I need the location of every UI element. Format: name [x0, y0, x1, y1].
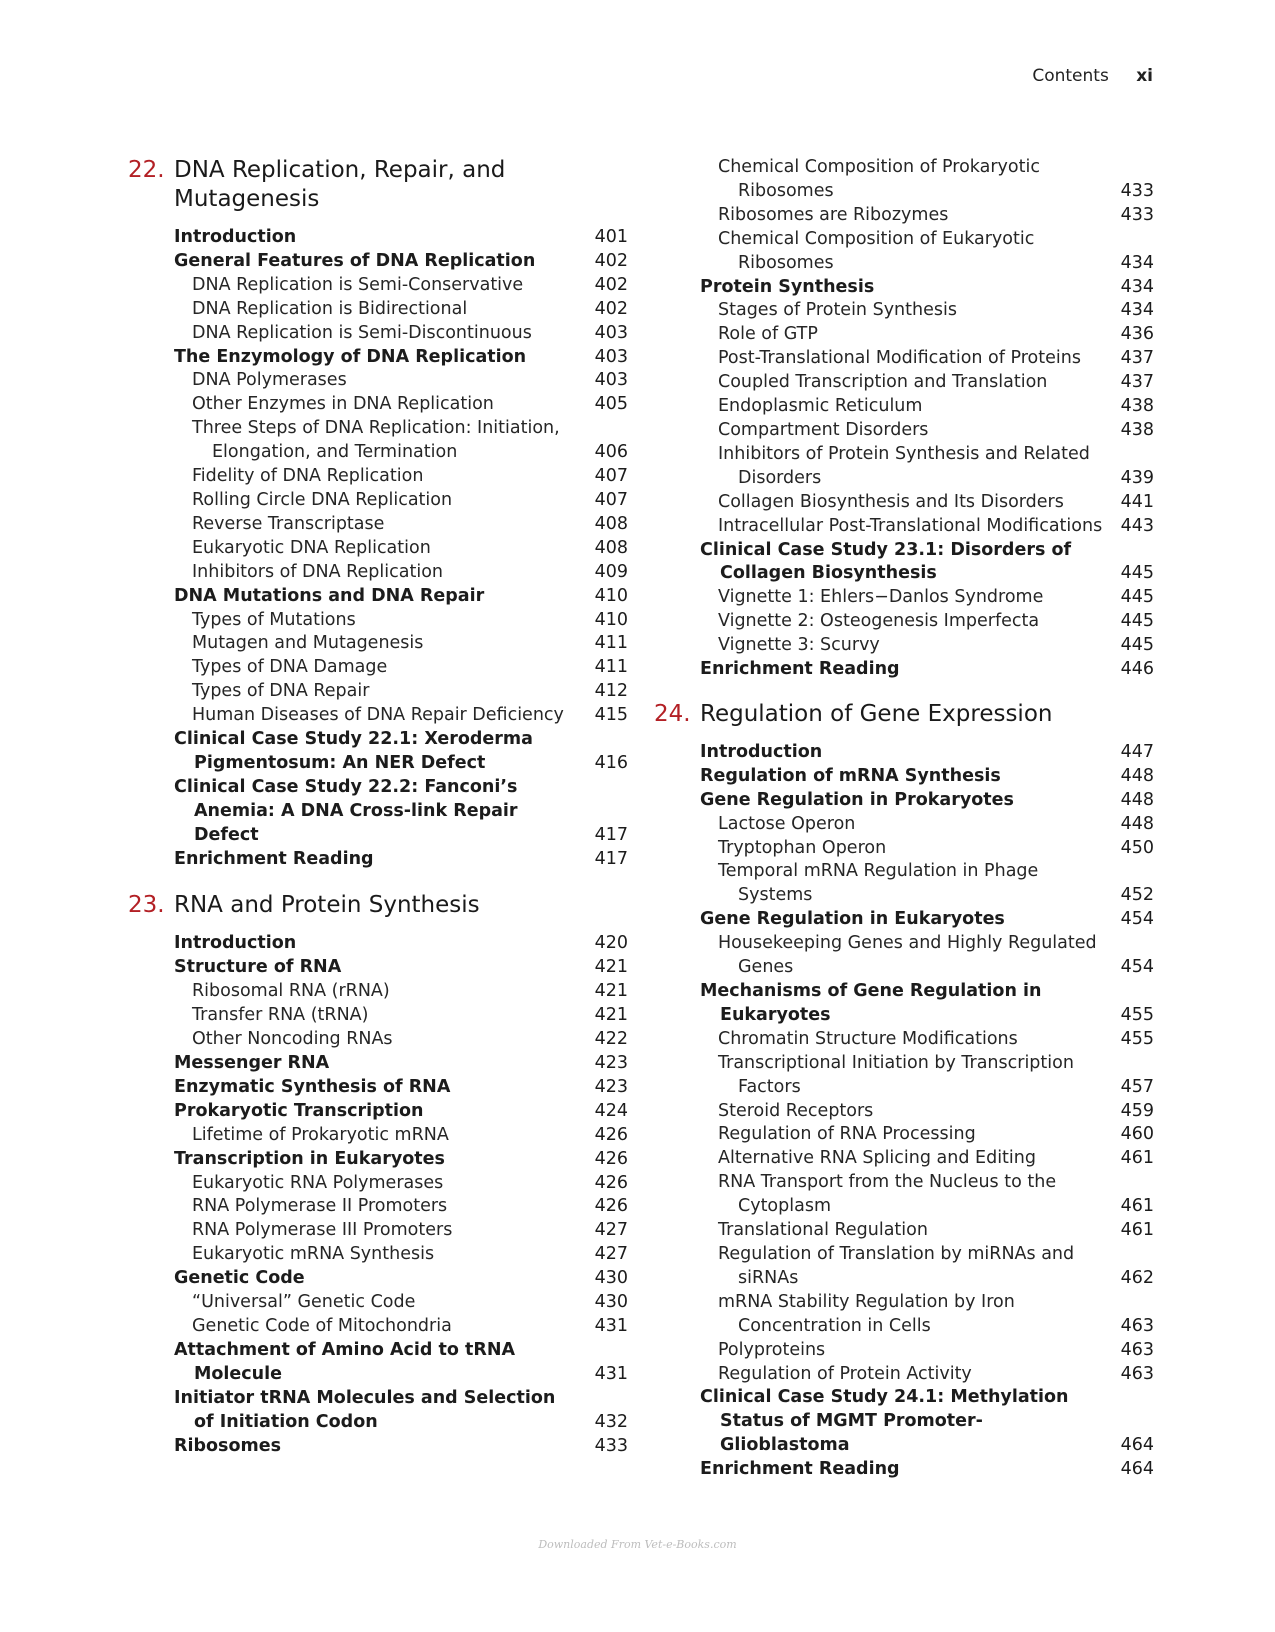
chapter-heading	[128, 156, 628, 214]
toc-entry-title: Inhibitors of Protein Synthesis and Related Disorders	[718, 443, 1090, 488]
toc-column-left	[128, 156, 628, 1478]
toc-entry-title: Transcriptional Initiation by Transcription Factors	[718, 1052, 1074, 1097]
chapter-title: DNA Replication, Repair, and Mutagenesis	[174, 157, 506, 212]
toc-entry-page: 434	[1120, 300, 1154, 321]
toc-subsection-entry	[700, 1028, 1154, 1052]
toc-entry-page: 417	[594, 824, 628, 845]
toc-entry-title: Clinical Case Study 23.1: Disorders of Collagen Biosynthesis	[700, 539, 1072, 584]
toc-section-entry	[174, 1435, 628, 1459]
toc-subsection-entry	[700, 443, 1154, 491]
toc-section-entry	[174, 1339, 628, 1387]
chapter-title: Regulation of Gene Expression	[700, 700, 1053, 727]
watermark: Downloaded From Vet-e-Books.com	[538, 1538, 737, 1551]
toc-entry-title: DNA Mutations and DNA Repair	[174, 585, 485, 606]
toc-entry-title: RNA Polymerase III Promoters	[192, 1220, 453, 1241]
toc-entry-page: 421	[594, 981, 628, 1002]
toc-subsection-entry	[174, 322, 628, 346]
toc-entry-page: 412	[594, 681, 628, 702]
toc-entry-page: 407	[594, 466, 628, 487]
toc-entry-title: DNA Polymerases	[192, 370, 347, 391]
toc-entry-page: 448	[1120, 789, 1154, 810]
toc-entry-page: 426	[594, 1124, 628, 1145]
toc-subsection-entry	[174, 1219, 628, 1243]
toc-entry-page: 430	[594, 1268, 628, 1289]
toc-subsection-entry	[700, 586, 1154, 610]
toc-entry-title: Coupled Transcription and Translation	[718, 372, 1048, 393]
toc-entry-title: Messenger RNA	[174, 1053, 330, 1073]
toc-entry-title: Collagen Biosynthesis and Its Disorders	[718, 491, 1064, 512]
toc-section-entry	[174, 226, 628, 250]
toc-subsection-entry	[700, 228, 1154, 276]
toc-entry-page: 427	[594, 1244, 628, 1265]
chapter-number: 23.	[128, 892, 165, 919]
toc-entry-title: Introduction	[174, 227, 297, 247]
toc-subsection-entry	[174, 656, 628, 680]
toc-entry-page: 402	[594, 298, 628, 319]
toc-entry-page: 431	[594, 1363, 628, 1384]
chapter-entries	[174, 932, 628, 1458]
toc-entry-title: DNA Replication is Semi-Conservative	[192, 274, 524, 295]
toc-entry-page: 445	[1120, 635, 1154, 656]
toc-entry-page: 424	[594, 1100, 628, 1121]
toc-entry-page: 403	[594, 322, 628, 343]
toc-entry-page: 445	[1120, 587, 1154, 608]
toc-entry-page: 454	[1120, 909, 1154, 930]
toc-subsection-entry	[700, 634, 1154, 658]
toc-section-entry	[700, 765, 1154, 789]
toc-entry-page: 463	[1120, 1339, 1154, 1360]
toc-subsection-entry	[700, 1363, 1154, 1387]
toc-entry-page: 430	[594, 1292, 628, 1313]
toc-entry-page: 421	[594, 1005, 628, 1026]
toc-entry-title: Rolling Circle DNA Replication	[192, 489, 453, 510]
toc-subsection-entry	[174, 632, 628, 656]
toc-entry-title: General Features of DNA Replication	[174, 250, 536, 271]
toc-subsection-entry	[174, 1243, 628, 1267]
toc-entry-title: Endoplasmic Reticulum	[718, 396, 923, 417]
toc-entry-title: Polyproteins	[718, 1339, 826, 1360]
toc-entry-title: Initiator tRNA Molecules and Selection of Initiation Codon	[174, 1387, 556, 1432]
toc-entry-title: Clinical Case Study 22.2: Fanconi’s Anemia: A DNA Cross-link Repair Defect	[174, 776, 518, 845]
toc-entry-title: Steroid Receptors	[718, 1100, 874, 1121]
toc-entry-title: Ribosomes are Ribozymes	[718, 204, 949, 225]
toc-section-entry	[174, 1076, 628, 1100]
toc-entry-title: Tryptophan Operon	[718, 837, 887, 858]
toc-entry-title: Housekeeping Genes and Highly Regulated Genes	[718, 933, 1097, 978]
toc-subsection-entry	[700, 1219, 1154, 1243]
toc-subsection-entry	[700, 932, 1154, 980]
toc-entry-title: Regulation of Protein Activity	[718, 1363, 972, 1384]
toc-column-right	[654, 156, 1154, 1502]
toc-entry-page: 402	[594, 250, 628, 271]
toc-subsection-entry	[700, 515, 1154, 539]
toc-entry-title: RNA Transport from the Nucleus to the Cytoplasm	[718, 1172, 1057, 1217]
toc-subsection-entry	[700, 395, 1154, 419]
toc-entry-title: Intracellular Post-Translational Modifications	[718, 515, 1103, 536]
toc-entry-title: Vignette 3: Scurvy	[718, 635, 880, 656]
toc-section-entry	[700, 741, 1154, 765]
toc-subsection-entry	[700, 837, 1154, 861]
running-head-label: Contents	[1032, 66, 1109, 86]
toc-subsection-entry	[174, 489, 628, 513]
toc-entry-title: Ribosomal RNA (rRNA)	[192, 981, 390, 1002]
toc-entry-title: Other Enzymes in DNA Replication	[192, 394, 494, 415]
toc-entry-title: Eukaryotic mRNA Synthesis	[192, 1244, 435, 1265]
toc-entry-page: 431	[594, 1315, 628, 1336]
toc-entry-page: 409	[594, 561, 628, 582]
toc-entry-page: 408	[594, 537, 628, 558]
toc-section-entry	[174, 956, 628, 980]
toc-entry-page: 448	[1120, 813, 1154, 834]
toc-entry-page: 423	[594, 1076, 628, 1097]
toc-entry-page: 421	[594, 957, 628, 978]
toc-section-entry	[174, 1148, 628, 1172]
toc-subsection-entry	[174, 1004, 628, 1028]
toc-entry-title: Human Diseases of DNA Repair Deficiency	[192, 705, 564, 726]
toc-entry-title: Translational Regulation	[718, 1220, 928, 1241]
toc-entry-title: “Universal” Genetic Code	[192, 1292, 416, 1313]
toc-section-entry	[174, 848, 628, 872]
toc-subsection-entry	[174, 465, 628, 489]
toc-subsection-entry	[174, 298, 628, 322]
toc-entry-title: Fidelity of DNA Replication	[192, 466, 424, 487]
toc-section-entry	[700, 658, 1154, 682]
toc-subsection-entry	[700, 1243, 1154, 1291]
toc-entry-page: 406	[594, 442, 628, 463]
toc-entry-title: Post-Translational Modification of Proteins	[718, 348, 1081, 369]
toc-entry-title: Chemical Composition of Eukaryotic Ribosomes	[718, 228, 1035, 273]
toc-entry-page: 417	[594, 848, 628, 869]
toc-entry-title: Types of Mutations	[192, 609, 356, 630]
toc-entry-title: Role of GTP	[718, 324, 818, 345]
toc-subsection-entry	[700, 813, 1154, 837]
chapter-number: 24.	[654, 700, 691, 727]
toc-entry-title: Introduction	[174, 933, 297, 954]
toc-entry-title: Compartment Disorders	[718, 419, 929, 440]
toc-entry-page: 462	[1120, 1267, 1154, 1288]
toc-entry-title: The Enzymology of DNA Replication	[174, 346, 527, 367]
toc-entry-page: 410	[594, 609, 628, 630]
chapter-entries	[700, 741, 1154, 1482]
toc-entry-page: 463	[1120, 1315, 1154, 1336]
toc-entry-page: 448	[1120, 765, 1154, 786]
toc-subsection-entry	[700, 610, 1154, 634]
toc-section-entry	[174, 1100, 628, 1124]
toc-section-entry	[174, 776, 628, 848]
toc-entry-title: Chromatin Structure Modifications	[718, 1028, 1018, 1049]
toc-subsection-entry	[700, 419, 1154, 443]
toc-entry-title: Attachment of Amino Acid to tRNA Molecule	[174, 1339, 516, 1384]
toc-subsection-entry	[700, 323, 1154, 347]
toc-entry-page: 432	[594, 1411, 628, 1432]
toc-entry-page: 438	[1120, 419, 1154, 440]
toc-entry-title: mRNA Stability Regulation by Iron Concentration in Cells	[718, 1291, 1015, 1336]
toc-entry-page: 408	[594, 513, 628, 534]
toc-entry-page: 410	[594, 585, 628, 606]
toc-section-entry	[174, 1052, 628, 1076]
toc-entry-title: Reverse Transcriptase	[192, 513, 385, 534]
toc-entry-page: 454	[1120, 957, 1154, 978]
toc-entry-title: Chemical Composition of Prokaryotic Ribosomes	[718, 157, 1040, 201]
toc-entry-page: 433	[1120, 180, 1154, 201]
toc-subsection-entry	[700, 156, 1154, 204]
toc-entry-page: 441	[1120, 491, 1154, 512]
toc-entry-page: 407	[594, 489, 628, 510]
toc-subsection-entry	[174, 369, 628, 393]
toc-entry-title: Protein Synthesis	[700, 276, 875, 297]
running-head	[1032, 66, 1153, 86]
toc-subsection-entry	[174, 274, 628, 298]
toc-entry-page: 401	[594, 227, 628, 247]
toc-entry-title: Ribosomes	[174, 1435, 281, 1456]
toc-entry-page: 434	[1120, 276, 1154, 297]
toc-entry-title: Temporal mRNA Regulation in Phage Systems	[718, 861, 1039, 906]
toc-section-entry	[174, 728, 628, 776]
toc-chapter	[128, 891, 628, 1458]
toc-subsection-entry	[174, 980, 628, 1004]
toc-entry-title: Genetic Code of Mitochondria	[192, 1315, 452, 1336]
toc-section-entry	[700, 539, 1154, 587]
toc-subsection-entry	[700, 860, 1154, 908]
toc-entry-page: 403	[594, 346, 628, 367]
chapter-entries	[174, 226, 628, 871]
toc-entry-page: 438	[1120, 396, 1154, 417]
toc-entry-page: 457	[1120, 1076, 1154, 1097]
toc-entry-title: Vignette 2: Osteogenesis Imperfecta	[718, 611, 1040, 632]
toc-subsection-entry	[174, 513, 628, 537]
toc-entry-page: 461	[1120, 1220, 1154, 1241]
toc-entry-title: Gene Regulation in Eukaryotes	[700, 909, 1005, 930]
toc-entry-title: Lifetime of Prokaryotic mRNA	[192, 1124, 449, 1145]
toc-entry-page: 411	[594, 657, 628, 678]
toc-subsection-entry	[700, 1147, 1154, 1171]
chapter-title: RNA and Protein Synthesis	[174, 892, 480, 919]
toc-section-entry	[700, 276, 1154, 300]
toc-section-entry	[700, 1458, 1154, 1482]
toc-entry-page: 461	[1120, 1196, 1154, 1217]
toc-entry-title: Enzymatic Synthesis of RNA	[174, 1076, 451, 1097]
toc-subsection-entry	[700, 371, 1154, 395]
toc-entry-page: 450	[1120, 837, 1154, 858]
toc-entry-title: Clinical Case Study 22.1: Xeroderma Pigmentosum: An NER Defect	[174, 729, 533, 773]
toc-entry-page: 434	[1120, 252, 1154, 273]
toc-entry-page: 405	[594, 394, 628, 415]
toc-entry-title: Three Steps of DNA Replication: Initiation, Elongation, and Termination	[192, 418, 560, 463]
toc-subsection-entry	[174, 1172, 628, 1196]
toc-entry-page: 436	[1120, 324, 1154, 345]
toc-entry-title: Prokaryotic Transcription	[174, 1100, 424, 1121]
toc-entry-page: 420	[594, 933, 628, 954]
toc-chapter	[654, 700, 1154, 1482]
toc-entry-page: 426	[594, 1148, 628, 1169]
chapter-heading	[128, 891, 628, 920]
toc-subsection-entry	[700, 347, 1154, 371]
toc-section-entry	[174, 1267, 628, 1291]
toc-section-entry	[700, 908, 1154, 932]
toc-entry-page: 446	[1120, 659, 1154, 680]
toc-subsection-entry	[174, 609, 628, 633]
toc-section-entry	[174, 1387, 628, 1435]
toc-entry-page: 447	[1120, 741, 1154, 762]
toc-subsection-entry	[700, 1100, 1154, 1124]
chapter-heading	[654, 700, 1154, 729]
toc-right-chapters	[654, 700, 1154, 1482]
toc-subsection-entry	[174, 561, 628, 585]
toc-entry-page: 426	[594, 1172, 628, 1193]
toc-subsection-entry	[700, 204, 1154, 228]
toc-entry-title: Mutagen and Mutagenesis	[192, 633, 424, 654]
toc-entry-page: 416	[594, 752, 628, 773]
toc-subsection-entry	[174, 537, 628, 561]
toc-section-entry	[700, 789, 1154, 813]
toc-entry-title: Enrichment Reading	[700, 659, 900, 680]
page-number: xi	[1136, 66, 1153, 86]
toc-subsection-entry	[174, 1124, 628, 1148]
toc-entry-page: 463	[1120, 1363, 1154, 1384]
toc-entry-title: Types of DNA Damage	[192, 657, 388, 678]
toc-subsection-entry	[700, 299, 1154, 323]
toc-entry-title: Transcription in Eukaryotes	[174, 1148, 445, 1169]
toc-entry-page: 422	[594, 1029, 628, 1050]
toc-entry-page: 445	[1120, 563, 1154, 584]
toc-entry-title: Eukaryotic RNA Polymerases	[192, 1172, 444, 1193]
toc-entry-page: 437	[1120, 348, 1154, 369]
toc-entry-title: Stages of Protein Synthesis	[718, 300, 957, 321]
toc-entry-title: DNA Replication is Semi-Discontinuous	[192, 322, 532, 343]
toc-entry-title: Other Noncoding RNAs	[192, 1029, 393, 1050]
toc-entry-page: 439	[1120, 467, 1154, 488]
toc-entry-page: 411	[594, 633, 628, 654]
toc-chapter	[128, 156, 628, 871]
toc-entry-page: 423	[594, 1053, 628, 1073]
toc-subsection-entry	[174, 417, 628, 465]
toc-subsection-entry	[700, 1339, 1154, 1363]
chapter-number: 22.	[128, 157, 165, 183]
toc-entry-page: 464	[1120, 1459, 1154, 1480]
toc-subsection-entry	[700, 1123, 1154, 1147]
toc-entry-title: DNA Replication is Bidirectional	[192, 298, 468, 319]
toc-entry-page: 437	[1120, 372, 1154, 393]
toc-entry-title: Clinical Case Study 24.1: Methylation Status of MGMT Promoter-Glioblastoma	[700, 1387, 1069, 1456]
toc-entry-title: Mechanisms of Gene Regulation in Eukaryotes	[700, 981, 1042, 1025]
toc-subsection-entry	[174, 1195, 628, 1219]
toc-subsection-entry	[174, 680, 628, 704]
toc-entry-page: 403	[594, 370, 628, 391]
toc-entry-title: Types of DNA Repair	[192, 681, 370, 702]
toc-entry-title: Enrichment Reading	[174, 848, 374, 869]
toc-entry-title: Lactose Operon	[718, 813, 856, 834]
toc-entry-title: Eukaryotic DNA Replication	[192, 537, 431, 558]
toc-entry-title: Enrichment Reading	[700, 1459, 900, 1480]
toc-entry-page: 402	[594, 274, 628, 295]
toc-subsection-entry	[174, 1291, 628, 1315]
toc-entry-title: Inhibitors of DNA Replication	[192, 561, 443, 582]
toc-subsection-entry	[700, 1291, 1154, 1339]
toc-entry-title: Genetic Code	[174, 1268, 305, 1289]
toc-entry-page: 452	[1120, 885, 1154, 906]
toc-entry-page: 426	[594, 1196, 628, 1217]
toc-entry-page: 464	[1120, 1435, 1154, 1456]
toc-entry-page: 445	[1120, 611, 1154, 632]
toc-entry-title: Gene Regulation in Prokaryotes	[700, 789, 1014, 810]
toc-entry-title: Structure of RNA	[174, 957, 342, 978]
toc-subsection-entry	[174, 1315, 628, 1339]
toc-entry-title: RNA Polymerase II Promoters	[192, 1196, 448, 1217]
toc-entry-title: Regulation of Translation by miRNAs and siRNAs	[718, 1243, 1075, 1288]
toc-entry-page: 461	[1120, 1148, 1154, 1169]
toc-entry-title: Transfer RNA (tRNA)	[192, 1005, 369, 1026]
toc-subsection-entry	[174, 393, 628, 417]
toc-section-entry	[700, 1386, 1154, 1458]
toc-subsection-entry	[700, 1171, 1154, 1219]
toc-entry-page: 459	[1120, 1100, 1154, 1121]
toc-subsection-entry	[174, 704, 628, 728]
toc-entry-title: Regulation of mRNA Synthesis	[700, 765, 1001, 786]
toc-entry-title: Vignette 1: Ehlers−Danlos Syndrome	[718, 587, 1044, 608]
toc-section-entry	[700, 980, 1154, 1028]
toc-entry-title: Introduction	[700, 741, 823, 762]
toc-subsection-entry	[700, 491, 1154, 515]
toc-entry-page: 415	[594, 705, 628, 726]
toc-subsection-entry	[700, 1052, 1154, 1100]
toc-section-entry	[174, 585, 628, 609]
toc-section-entry	[174, 250, 628, 274]
toc-entry-title: Alternative RNA Splicing and Editing	[718, 1148, 1036, 1169]
toc-entry-page: 427	[594, 1220, 628, 1241]
toc-entry-page: 460	[1120, 1124, 1154, 1145]
toc-entry-page: 433	[1120, 204, 1154, 225]
toc-subsection-entry	[174, 1028, 628, 1052]
toc-entry-title: Regulation of RNA Processing	[718, 1124, 976, 1145]
toc-entry-page: 443	[1120, 515, 1154, 536]
toc-continued-entries	[700, 156, 1154, 682]
toc-entry-page: 455	[1120, 1028, 1154, 1049]
toc-section-entry	[174, 346, 628, 370]
toc-entry-page: 455	[1120, 1004, 1154, 1025]
toc-entry-page: 433	[594, 1435, 628, 1456]
toc-section-entry	[174, 932, 628, 956]
